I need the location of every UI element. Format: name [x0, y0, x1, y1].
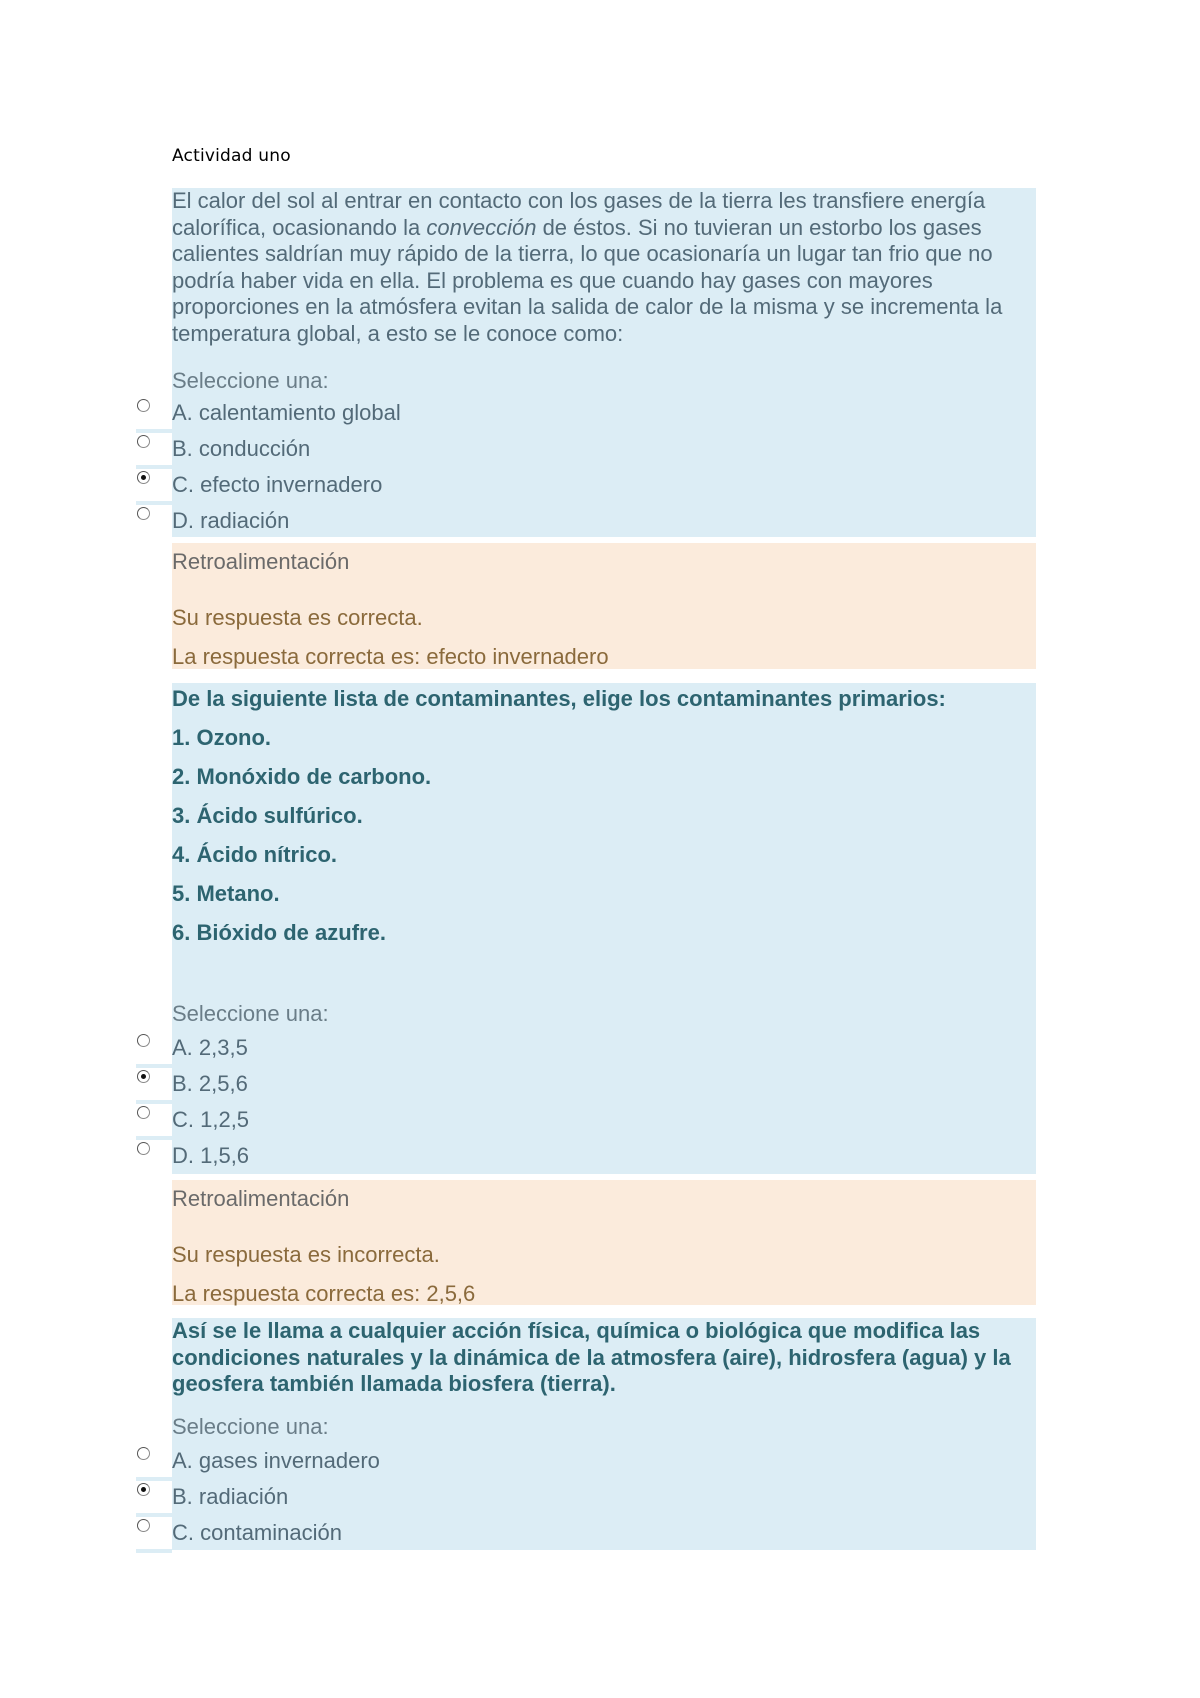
list-item: 4. Ácido nítrico.	[172, 842, 338, 867]
feedback-correct-answer: La respuesta correcta es: efecto invernadero	[172, 644, 609, 669]
option-label: A. calentamiento global	[172, 400, 401, 425]
option-label: B. 2,5,6	[172, 1071, 248, 1096]
option-divider	[136, 465, 172, 469]
feedback-result: Su respuesta es incorrecta.	[172, 1242, 440, 1267]
radio-button-selected[interactable]	[137, 1483, 150, 1496]
radio-button[interactable]	[137, 399, 150, 412]
option-label: C. efecto invernadero	[172, 472, 383, 497]
option-b[interactable]	[136, 434, 1036, 466]
option-divider	[136, 1100, 172, 1104]
feedback-2	[172, 1180, 1036, 1305]
question-1-text-part: de éstos. Si no tuvieran un estorbo los gases calientes saldrían muy rápido de la tierra, lo que ocasionaría un lugar tan frio que no podría haber vida en ella. El problema es que cuando hay gases con mayores proporciones en la atmósfera evitan la salida de calor de la misma y se incrementa la temperatura global, a esto se le conoce como:	[172, 214, 1003, 346]
radio-button[interactable]	[137, 1034, 150, 1047]
question-3-text: Así se le llama a cualquier acción física, química o biológica que modifica las condiciones naturales y la dinámica de la atmosfera (aire), hidrosfera (agua) y la geosfera también llamada biosfera (tierra).	[172, 1318, 1011, 1396]
option-label: B. radiación	[172, 1484, 289, 1509]
option-divider	[136, 1477, 172, 1481]
select-prompt: Seleccione una:	[172, 1001, 329, 1026]
option-label: C. 1,2,5	[172, 1107, 250, 1132]
option-a[interactable]	[136, 1446, 1036, 1478]
radio-button[interactable]	[137, 1447, 150, 1460]
option-b[interactable]	[136, 1069, 1036, 1101]
radio-button-selected[interactable]	[137, 471, 150, 484]
feedback-title: Retroalimentación	[172, 549, 350, 574]
option-c[interactable]	[136, 1105, 1036, 1137]
list-item: 1. Ozono.	[172, 725, 271, 750]
option-b[interactable]	[136, 1482, 1036, 1514]
list-item: 3. Ácido sulfúrico.	[172, 803, 363, 828]
option-c[interactable]	[136, 1518, 1036, 1550]
option-divider	[136, 1136, 172, 1140]
select-prompt: Seleccione una:	[172, 368, 329, 393]
feedback-1	[172, 543, 1036, 669]
option-a[interactable]	[136, 1033, 1036, 1065]
option-divider	[136, 1513, 172, 1517]
list-item: 2. Monóxido de carbono.	[172, 764, 432, 789]
radio-button[interactable]	[137, 507, 150, 520]
option-label: A. 2,3,5	[172, 1035, 248, 1060]
question-1-text-part: El calor del sol al entrar en contacto con los gases de la tierra les transfiere energía calorífica, ocasionando la	[172, 188, 986, 240]
list-item: 5. Metano.	[172, 881, 280, 906]
feedback-correct-answer: La respuesta correcta es: 2,5,6	[172, 1281, 476, 1306]
option-label: D. radiación	[172, 508, 290, 533]
feedback-title: Retroalimentación	[172, 1186, 350, 1211]
question-1-text	[172, 188, 1032, 347]
question-1	[172, 188, 1036, 537]
select-prompt: Seleccione una:	[172, 1414, 329, 1439]
question-2-text: De la siguiente lista de contaminantes, elige los contaminantes primarios:	[172, 686, 946, 711]
option-label: B. conducción	[172, 436, 311, 461]
option-divider	[136, 1549, 172, 1553]
feedback-result: Su respuesta es correcta.	[172, 605, 423, 630]
option-c[interactable]	[136, 470, 1036, 502]
option-label: C. contaminación	[172, 1520, 342, 1545]
radio-button[interactable]	[137, 435, 150, 448]
radio-button[interactable]	[137, 1519, 150, 1532]
option-d[interactable]	[136, 506, 1036, 538]
list-item: 6. Bióxido de azufre.	[172, 920, 386, 945]
option-divider	[136, 429, 172, 433]
option-divider	[136, 501, 172, 505]
option-d[interactable]	[136, 1141, 1036, 1173]
option-divider	[136, 1064, 172, 1068]
question-1-text-italic: convección	[426, 214, 537, 240]
option-label: D. 1,5,6	[172, 1143, 250, 1168]
page-title: Actividad uno	[172, 146, 291, 166]
question-3	[172, 1318, 1036, 1550]
option-label: A. gases invernadero	[172, 1448, 380, 1473]
radio-button[interactable]	[137, 1106, 150, 1119]
radio-button[interactable]	[137, 1142, 150, 1155]
radio-button-selected[interactable]	[137, 1070, 150, 1083]
question-2	[172, 683, 1036, 1174]
option-a[interactable]	[136, 398, 1036, 430]
